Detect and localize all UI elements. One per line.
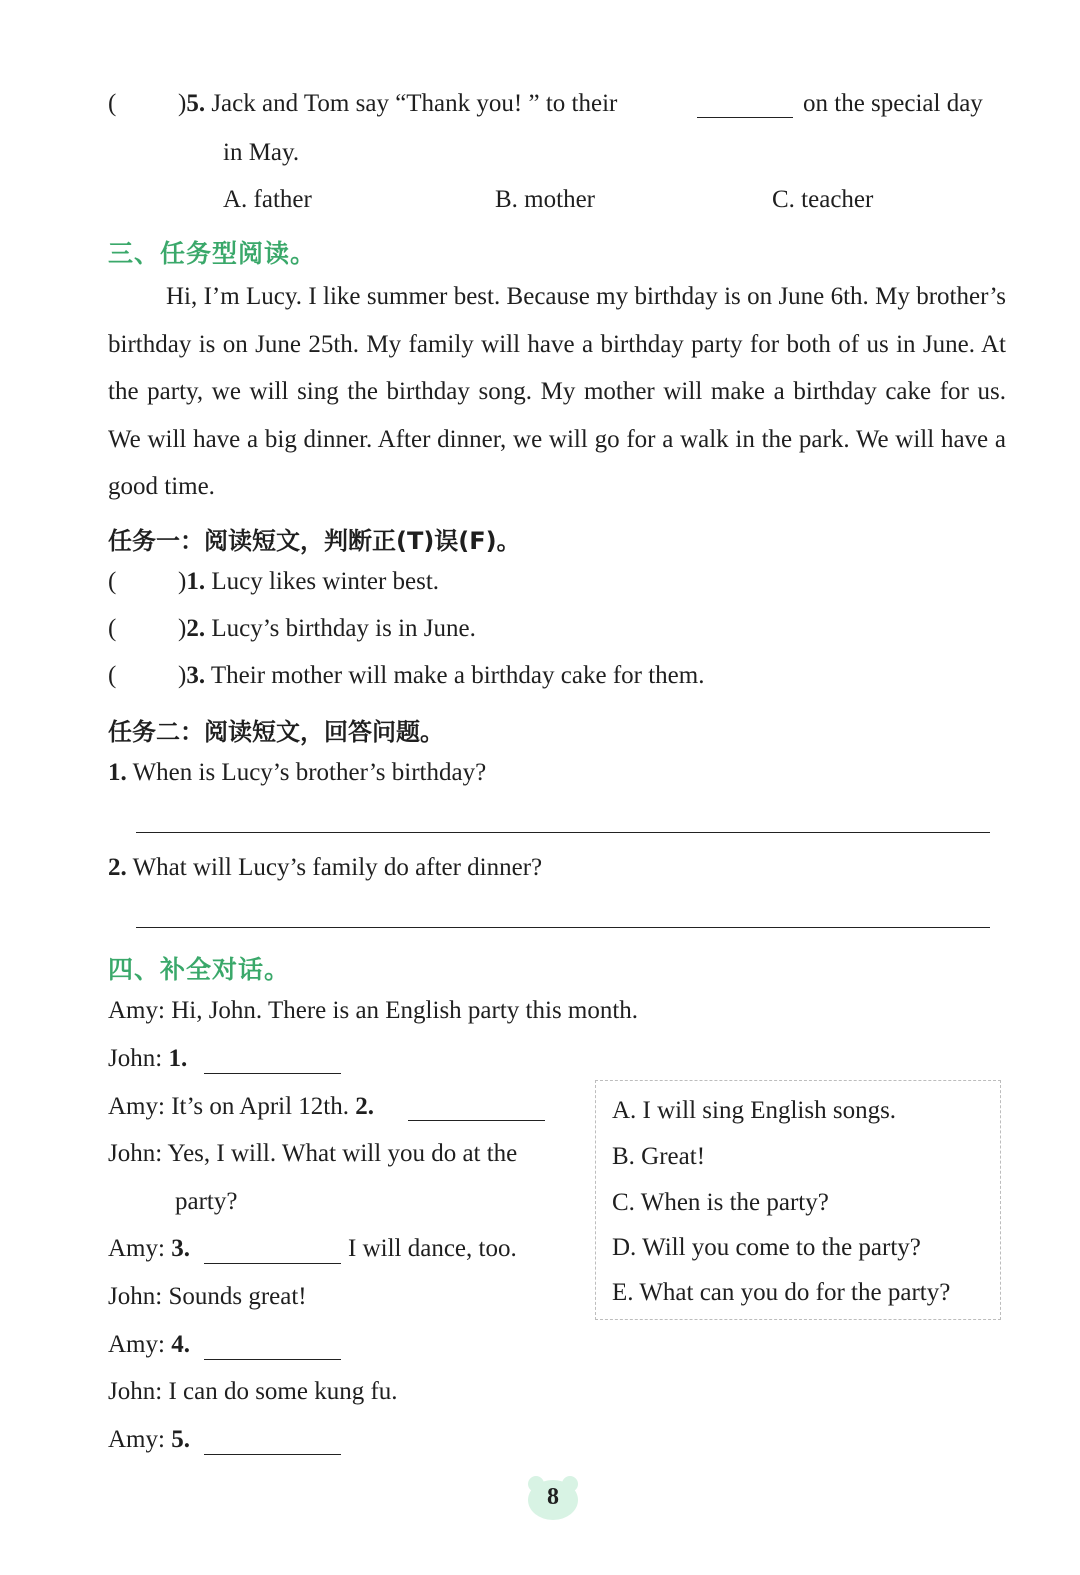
question-text-end: in May. <box>223 139 300 166</box>
dialogue-line: Amy: 5. <box>108 1426 190 1453</box>
dialogue-line-cont: I will dance, too. <box>348 1235 517 1262</box>
answer-line[interactable] <box>136 927 990 928</box>
option-e[interactable]: E. What can you do for the party? <box>612 1279 951 1306</box>
section-title-dialogue: 四、补全对话。 <box>108 955 291 984</box>
dialogue-line: Amy: Hi, John. There is an English party this month. <box>108 997 639 1024</box>
option-d[interactable]: D. Will you come to the party? <box>612 1234 921 1261</box>
page-number: 8 <box>547 1484 559 1510</box>
dialogue-line-cont: party? <box>175 1188 238 1215</box>
tf-item: ( )3. Their mother will make a birthday cake for them. <box>108 662 705 689</box>
page-number-badge <box>526 1474 580 1520</box>
dialogue-line: Amy: 3. <box>108 1235 190 1262</box>
fill-blank[interactable] <box>697 116 793 118</box>
fill-blank[interactable] <box>204 1262 341 1264</box>
section-title-reading: 三、任务型阅读。 <box>108 239 317 268</box>
answer-line[interactable] <box>136 832 990 833</box>
passage-text: Hi, I’m Lucy. I like summer best. Because my birthday is on June 6th. My brother’s birthday is on June 25th. My family will have a birthday party for both of us in June. At the party, we will sing the birthday song. My mother will make a birthday cake for us. We will have a big dinner. After dinner, we will go for a walk in the park. We will have a good time. <box>108 283 1006 500</box>
option-c[interactable]: C. When is the party? <box>612 1189 829 1216</box>
option-b[interactable]: B. mother <box>495 186 595 213</box>
question: 2. What will Lucy’s family do after dinner? <box>108 854 543 881</box>
task1-title: 任务一：阅读短文，判断正(T)误(F)。 <box>108 527 521 555</box>
dialogue-line: Amy: It’s on April 12th. 2. <box>108 1093 374 1120</box>
question-text: Jack and Tom say “Thank you! ” to their <box>211 90 618 117</box>
reading-passage <box>108 273 1006 511</box>
tf-item: ( )2. Lucy’s birthday is in June. <box>108 615 476 642</box>
options-box <box>595 1080 1001 1320</box>
dialogue-line: John: Yes, I will. What will you do at the <box>108 1140 518 1167</box>
answer-paren[interactable]: ( <box>108 568 117 595</box>
question-5: ( )5. Jack and Tom say “Thank you! ” to their <box>108 90 618 117</box>
tf-item: ( )1. Lucy likes winter best. <box>108 568 440 595</box>
dialogue-line: John: 1. <box>108 1045 188 1072</box>
fill-blank[interactable] <box>204 1358 341 1360</box>
question-text-cont: on the special day <box>803 90 983 117</box>
task2-title: 任务二：阅读短文，回答问题。 <box>108 718 444 746</box>
answer-paren[interactable]: ( <box>108 662 117 689</box>
question: 1. When is Lucy’s brother’s birthday? <box>108 759 487 786</box>
option-a[interactable]: A. father <box>223 186 312 213</box>
question-number: 5. <box>186 90 206 117</box>
answer-paren[interactable]: ( <box>108 615 117 642</box>
fill-blank[interactable] <box>408 1119 545 1121</box>
option-b[interactable]: B. Great! <box>612 1143 706 1170</box>
dialogue-line: John: I can do some kung fu. <box>108 1378 398 1405</box>
option-a[interactable]: A. I will sing English songs. <box>612 1097 897 1124</box>
dialogue-line: Amy: 4. <box>108 1331 190 1358</box>
fill-blank[interactable] <box>204 1072 341 1074</box>
answer-paren[interactable]: ( <box>108 90 117 117</box>
dialogue-line: John: Sounds great! <box>108 1283 307 1310</box>
fill-blank[interactable] <box>204 1453 341 1455</box>
option-c[interactable]: C. teacher <box>772 186 874 213</box>
